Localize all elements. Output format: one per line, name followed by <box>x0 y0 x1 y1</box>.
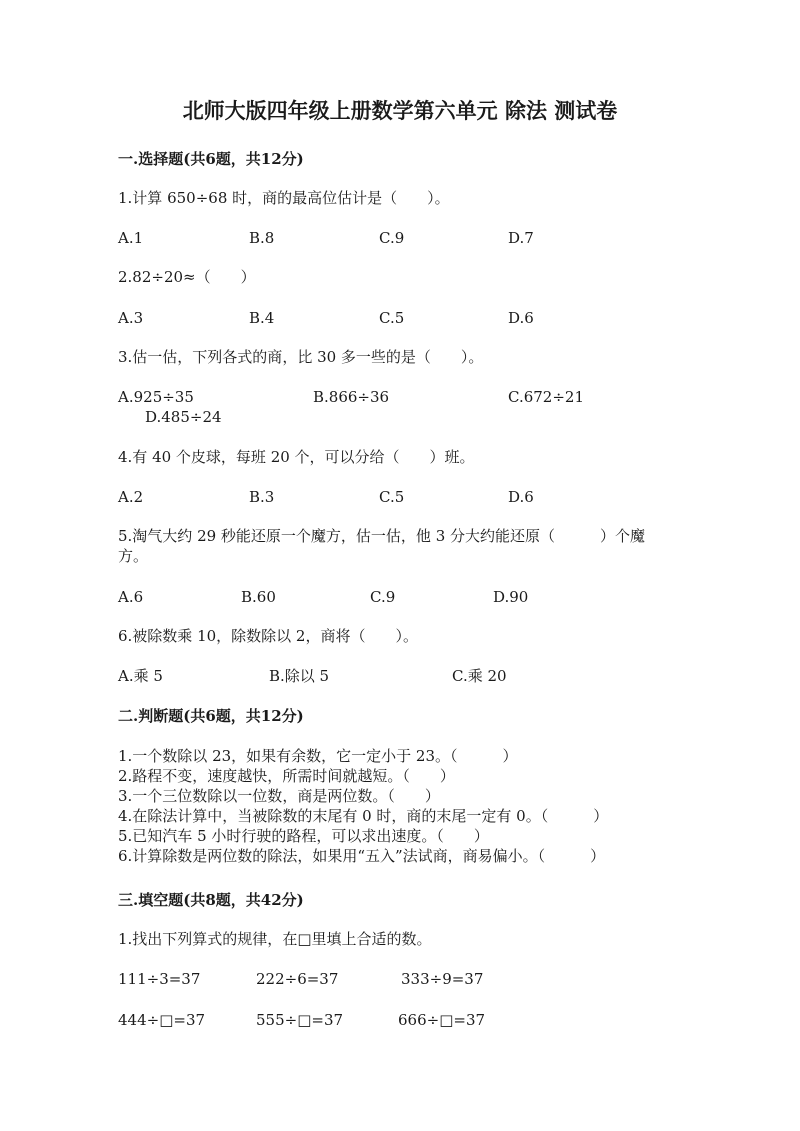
q1-2-option-a: A.3 <box>118 309 144 327</box>
q1-6-option-a: A.乘 5 <box>118 667 163 685</box>
section-2-heading: 二.判断题(共6题，共12分) <box>118 707 304 725</box>
q1-2-option-b: B.4 <box>249 309 275 327</box>
judgment-4: 4.在除法计算中，当被除数的末尾有 0 时，商的末尾一定有 0。（ ） <box>118 807 609 825</box>
question-1-3: 3.估一估，下列各式的商，比 30 多一些的是（ ）。 <box>118 348 484 366</box>
q1-6-option-c: C.乘 20 <box>452 667 507 685</box>
q1-5-option-c: C.9 <box>370 588 396 606</box>
q1-1-option-c: C.9 <box>379 229 405 247</box>
judgment-1: 1.一个数除以 23，如果有余数，它一定小于 23。（ ） <box>118 747 518 765</box>
judgment-5: 5.已知汽车 5 小时行驶的路程，可以求出速度。（ ） <box>118 827 489 845</box>
q1-5-option-a: A.6 <box>118 588 144 606</box>
q1-2-option-d: D.6 <box>508 309 534 327</box>
question-1-6: 6.被除数乘 10，除数除以 2，商将（ ）。 <box>118 627 418 645</box>
q1-1-option-a: A.1 <box>118 229 144 247</box>
question-1-5-line-1: 5.淘气大约 29 秒能还原一个魔方，估一估，他 3 分大约能还原（ ）个魔 <box>118 527 646 545</box>
q1-5-option-b: B.60 <box>241 588 276 606</box>
section-3-heading: 三.填空题(共8题，共42分) <box>118 891 304 909</box>
question-1-2: 2.82÷20≈（ ） <box>118 268 256 286</box>
q1-4-option-b: B.3 <box>249 488 275 506</box>
q1-2-option-c: C.5 <box>379 309 405 327</box>
judgment-3: 3.一个三位数除以一位数，商是两位数。（ ） <box>118 787 440 805</box>
section-1-heading: 一.选择题(共6题，共12分) <box>118 150 304 168</box>
equation-row2-3: 666÷□=37 <box>398 1011 486 1029</box>
q1-3-option-b: B.866÷36 <box>313 388 390 406</box>
q1-1-option-d: D.7 <box>508 229 534 247</box>
q1-6-option-b: B.除以 5 <box>269 667 330 685</box>
question-3-1: 1.找出下列算式的规律，在□里填上合适的数。 <box>118 930 432 948</box>
q1-3-option-a: A.925÷35 <box>118 388 194 406</box>
question-1-4: 4.有 40 个皮球，每班 20 个，可以分给（ ）班。 <box>118 448 475 466</box>
q1-4-option-c: C.5 <box>379 488 405 506</box>
equation-row1-1: 111÷3=37 <box>118 970 201 988</box>
q1-1-option-b: B.8 <box>249 229 275 247</box>
judgment-6: 6.计算除数是两位数的除法，如果用“五入”法试商，商易偏小。（ ） <box>118 847 606 865</box>
q1-4-option-d: D.6 <box>508 488 534 506</box>
question-1-5-line-2: 方。 <box>118 547 149 565</box>
q1-4-option-a: A.2 <box>118 488 144 506</box>
equation-row1-3: 333÷9=37 <box>401 970 484 988</box>
question-1-1: 1.计算 650÷68 时，商的最高位估计是（ ）。 <box>118 189 450 207</box>
equation-row1-2: 222÷6=37 <box>256 970 339 988</box>
equation-row2-2: 555÷□=37 <box>256 1011 344 1029</box>
judgment-2: 2.路程不变，速度越快，所需时间就越短。（ ） <box>118 767 455 785</box>
equation-row2-1: 444÷□=37 <box>118 1011 206 1029</box>
q1-5-option-d: D.90 <box>493 588 529 606</box>
q1-3-option-c: C.672÷21 <box>508 388 584 406</box>
page-title: 北师大版四年级上册数学第六单元 除法 测试卷 <box>182 98 618 123</box>
q1-3-option-d: D.485÷24 <box>145 408 222 426</box>
